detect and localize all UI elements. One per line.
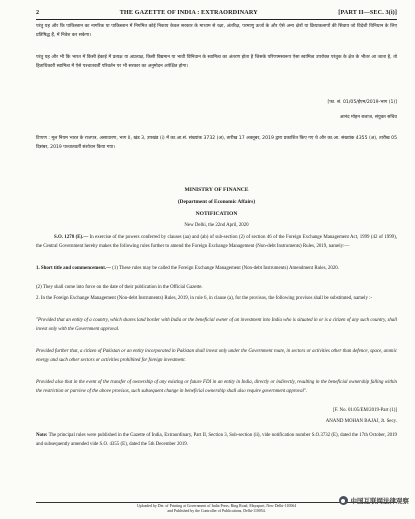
rule-1-2: (2) They shall come into force on the date of their publication in the Official Gazette. — [36, 285, 203, 290]
rule-1 — [36, 265, 397, 274]
note-label: Note: — [36, 433, 48, 438]
footer-line-1: Uploaded by Dte. of Printing at Government of India Press, Ring Road, Mayapuri, New Delhi-110064 — [136, 504, 297, 508]
gazette-part: [PART II—SEC. 3(i)] — [338, 8, 397, 16]
footer-line-2: and Published by the Controller of Publications, Delhi-110054. — [167, 509, 266, 514]
hindi-signatory: आनंद मोहन बजाज, संयुक्त सचिव — [339, 115, 397, 120]
hindi-file-number: [फा. सं. 01/05/ईएम/2019-भाग (1)] — [327, 100, 397, 105]
header-rule — [36, 19, 397, 20]
watermark — [339, 496, 410, 505]
notification-heading: NOTIFICATION — [195, 211, 238, 217]
proviso-1: "Provided that an entity of a country, which shares land border with India or the beneficial owner of an investment into India who is situated in or is a citizen of any such country, shall invest only with the Government approval. — [36, 318, 397, 332]
rule-1-text: (1) These rules may be called the Foreign Exchange Management (Non-debt Instruments) Amendment Rules, 2020. — [110, 266, 339, 271]
hindi-para-1: परंतु यह और कि पाकिस्तान का नागरिक या पाकिस्तान में निगमित कोई निकाय केवल सरकार के माध्यम से रक्षा, अंतरिक्ष, परमाणु ऊर्जा के और ऐसे अन्य क्षेत्रों या क्रियाकलापों की सिवाय जो विदेशी विनिधान के लिए प्रतिषिद्ध हैं, में निवेश कर सकेगा। — [36, 24, 397, 39]
proviso-2: Provided further that, a citizen of Pakistan or an entity incorporated in Pakistan shall invest only under the Government route, in sectors or activities other than defence, space, atomic energy and such other sectors or activities prohibited for foreign investment. — [36, 349, 397, 363]
rule-1-heading: 1. Short title and commencement.— — [36, 266, 111, 271]
note-text: The principal rules were published in the Gazette of India, Extraordinary, Part II, Section 3, Sub-section (ii), vide notification number S.O.3732 (E), dated the 17th October, 2019 and subsequently amended vide S.O. 4355 (E), dated the 5th December 2019. — [36, 433, 397, 447]
gazette-title: THE GAZETTE OF INDIA : EXTRAORDINARY — [119, 8, 258, 16]
hindi-note: टिप्पण : मूल नियम भारत के राजपत्र, असाधारण, भाग II, खंड 3, उपखंड (i) में का.आ.सं. संख्यांक 3732 (अ), तारीख 17 अक्तूबर, 2019 द्वारा प्रकाशित किए गए थे और का.आ. संख्यांक 4355 (अ), तारीख 05 दिसंबर, 2019 पश्चातवर्ती संशोधन किया गया। — [36, 136, 397, 151]
department-title: (Department of Economic Affairs) — [177, 199, 256, 205]
wechat-icon — [339, 496, 348, 505]
english-signatory: ANAND MOHAN BAJAJ, Jt. Secy. — [325, 419, 397, 424]
watermark-text: 中国互联网法律观察 — [350, 497, 409, 505]
english-file-number: [F. No. 01/05/EM/2019-Part (1)] — [333, 408, 397, 413]
intro-text: In exercise of the powers conferred by clauses (aa) and (ab) of sub-section (2) of section 46 of the Foreign Exchange Management Act, 1999 (42 of 1999), the Central Government hereby makes the following rules further to amend the Foreign Exchange Management (Non-debt Instruments) Rules, 2019, namely:— — [36, 235, 397, 249]
notification-date: New Delhi, the 22nd April, 2020 — [184, 223, 249, 228]
page-number: 2 — [36, 8, 40, 16]
english-note — [36, 432, 397, 449]
hindi-para-2: परंतु यह और भी कि भारत में किसी ईकाई में प्रत्यक्ष या अप्रत्यक्ष, किसी विद्यमान या भावी विनिधान के स्वामित्व का अंतरण होता है जिसके परिणामस्वरूप ऐसा स्वामित्व उपरोक्त परंतुक के क्षेत्र के भीतर आ जाता है, तो हिताधिकारी स्वामित्व में ऐसे पश्चातवर्ती परिवर्तन पर भी सरकार का अनुमोदन अपेक्षित होगा। — [36, 55, 397, 70]
proviso-3: Provided also that in the event of the transfer of ownership of any existing or future FDI in an entity in India, directly or indirectly, resulting in the beneficial ownership falling within the restriction or purview of the above provisos, such subsequent change in beneficial ownership shall also require government approval". — [36, 380, 397, 394]
page-header — [36, 7, 397, 17]
intro-paragraph — [36, 234, 397, 251]
so-number: S.O. 1278 (E).— — [54, 235, 89, 240]
ministry-title: MINISTRY OF FINANCE — [184, 187, 249, 193]
page-footer — [36, 504, 397, 515]
rule-2: 2. In the Foreign Exchange Management (Non-debt Instruments) Rules, 2019, in rule 6, in clause (a), for the provisos, the following provisos shall be substituted, namely :- — [36, 296, 373, 301]
